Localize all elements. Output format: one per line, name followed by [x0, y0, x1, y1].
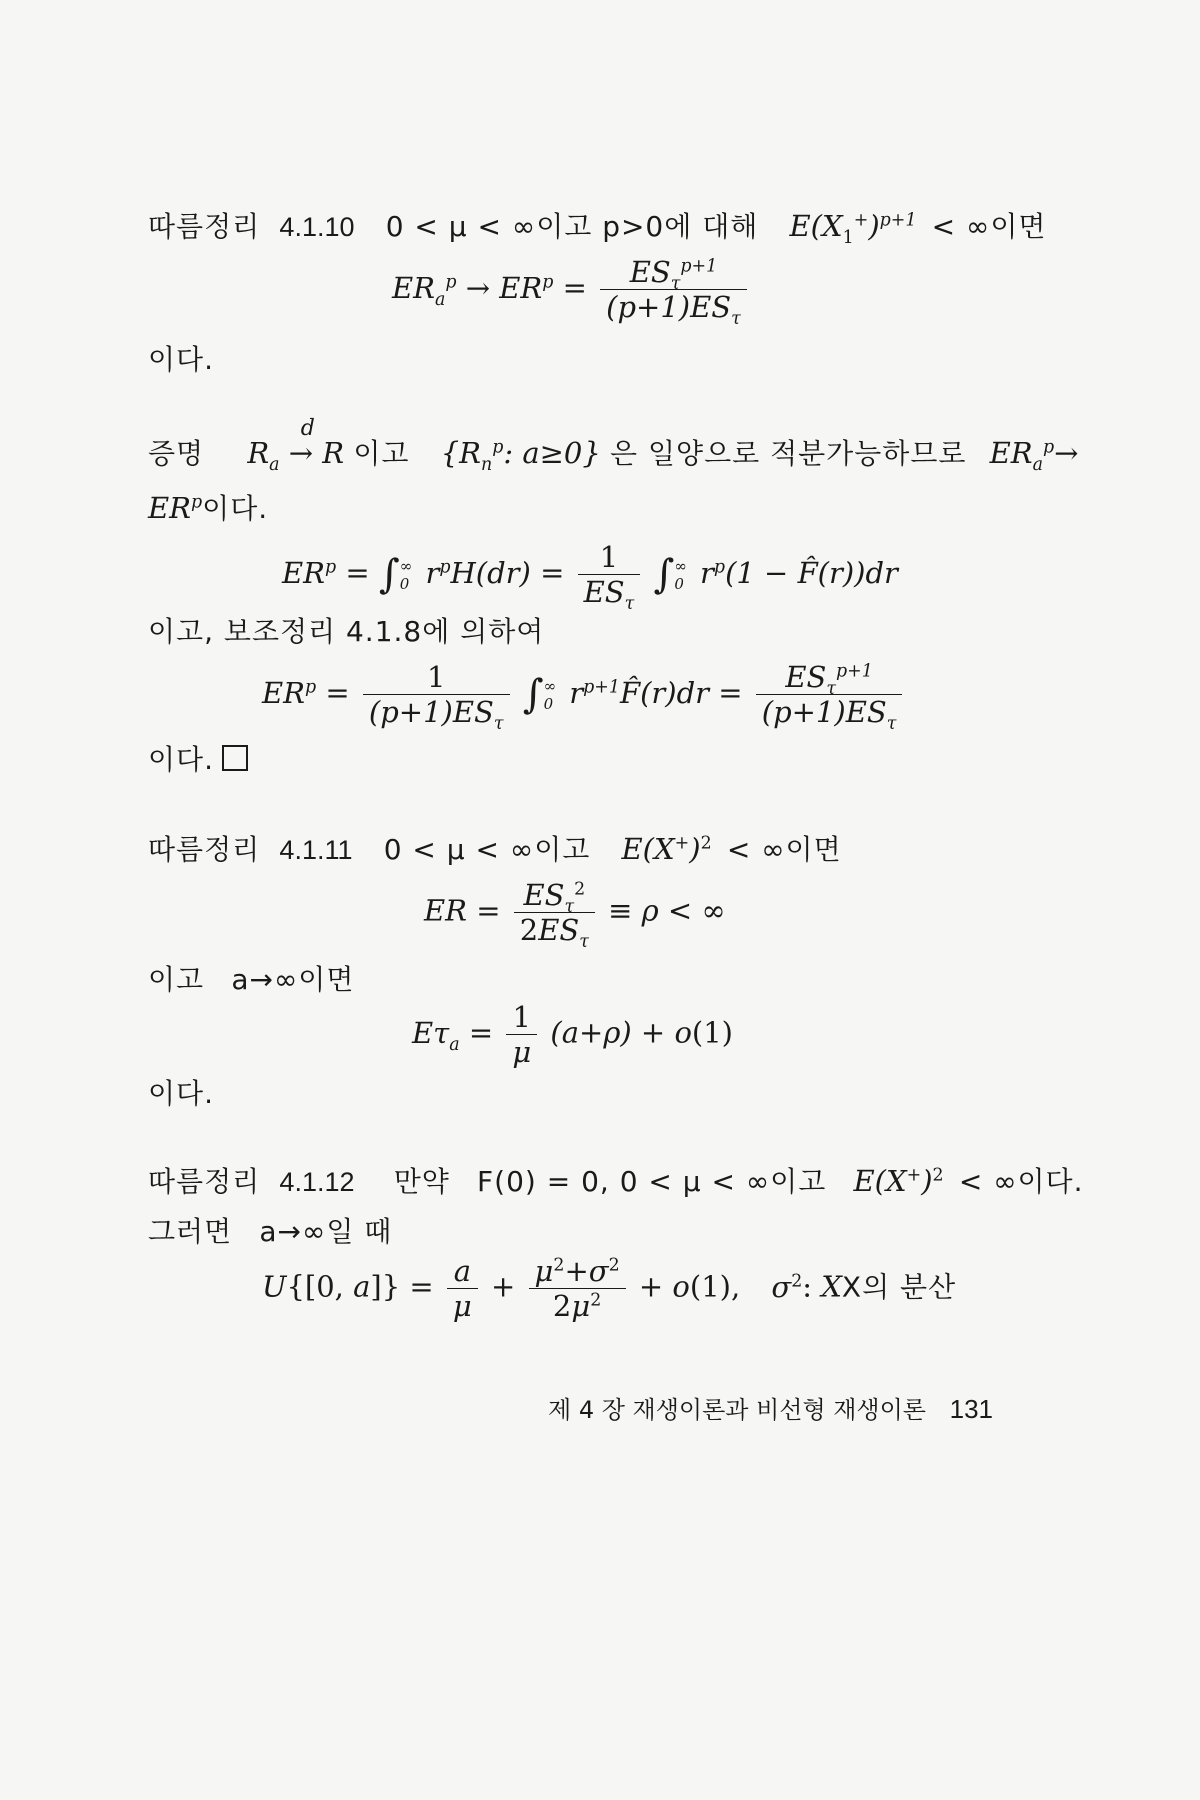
page-number: 131	[949, 1394, 994, 1424]
equation-expected-tau: $E\tau_a$ = $\frac{1}{\mu}$ (a+ρ) + o(1)	[412, 1000, 733, 1069]
equation-er-integral: $ER^p$ = ∫ ∞ 0 $r^pH(dr)$ = $\frac{1}{ES_\tau}$ ∫ ∞ 0 $r^p(1$ − F̂(r))dr	[282, 540, 898, 614]
proof-line-1: 증명 $R_a$ d → R 이고 {$R_n^p$: a≥0} 은 일양으로 적분가능하므로 $ER_a^p\to$	[148, 416, 1079, 475]
proof-label: 증명	[148, 437, 205, 470]
equation-renewal-function: U{[0, a]} = $\frac{a}{\mu}$ + $\frac{\mu^2+\sigma^2}{2\mu^2}$ + o(1), $\sigma^2$: XX의 분산	[262, 1254, 957, 1323]
conclusion-text: 이다.	[148, 1077, 214, 1110]
qed-box-icon	[222, 745, 248, 771]
converges-in-distribution-arrow: d →	[288, 416, 315, 470]
corollary-4-1-12-then: 그러면 a→∞일 때	[148, 1215, 393, 1248]
page-footer	[548, 1390, 993, 1425]
corollary-4-1-11-then: 이고 a→∞이면	[148, 963, 355, 996]
conclusion-text: 이다.	[148, 343, 214, 376]
corollary-4-1-10-statement	[148, 205, 1047, 248]
corollary-label: 따름정리	[148, 210, 261, 243]
proof-end: 이다.	[148, 738, 248, 778]
equation-er-limit: $ER_a^p \to ER^p$ = $\frac{ES_\tau^{p+1}}{(p+1)ES_\tau}$	[392, 255, 751, 324]
corollary-condition-tail: < ∞이면	[931, 210, 1047, 243]
corollary-4-1-11-statement: 따름정리 4.1.11 0 < μ < ∞이고 $E(X^+)^2$ < ∞이면	[148, 832, 842, 866]
equation-er-final: $ER^p$ = $\frac{1}{(p+1)ES_\tau}$ ∫ ∞ 0 $r^{p+1}F̂(r)dr$ = $\frac{ES_\tau^{p+1}}{(p+1)ES_\tau}$	[262, 660, 906, 729]
chapter-title: 제 4 장 재생이론과 비선형 재생이론	[548, 1396, 926, 1424]
corollary-4-1-12-statement: 따름정리 4.1.12 만약 F(0) = 0, 0 < μ < ∞이고 $E(X^+)^2$ < ∞이다.	[148, 1164, 1084, 1198]
corollary-condition: 0 < μ < ∞이고 p>0에 대해	[385, 210, 759, 243]
proof-line-2: $ER^p$이다.	[148, 491, 269, 525]
corollary-number: 4.1.10	[279, 212, 355, 242]
equation-er-rho: ER = $\frac{ES_\tau^2}{2ES_\tau}$ ≡ ρ < ∞	[424, 878, 726, 952]
math-expectation-moment: $E(X_1^+)^{p+1}$	[789, 209, 917, 248]
fraction: $\frac{ES_\tau^{p+1}}{(p+1)ES_\tau}$	[600, 255, 747, 324]
proof-mid-text: 이고, 보조정리 4.1.8에 의하여	[148, 615, 545, 648]
